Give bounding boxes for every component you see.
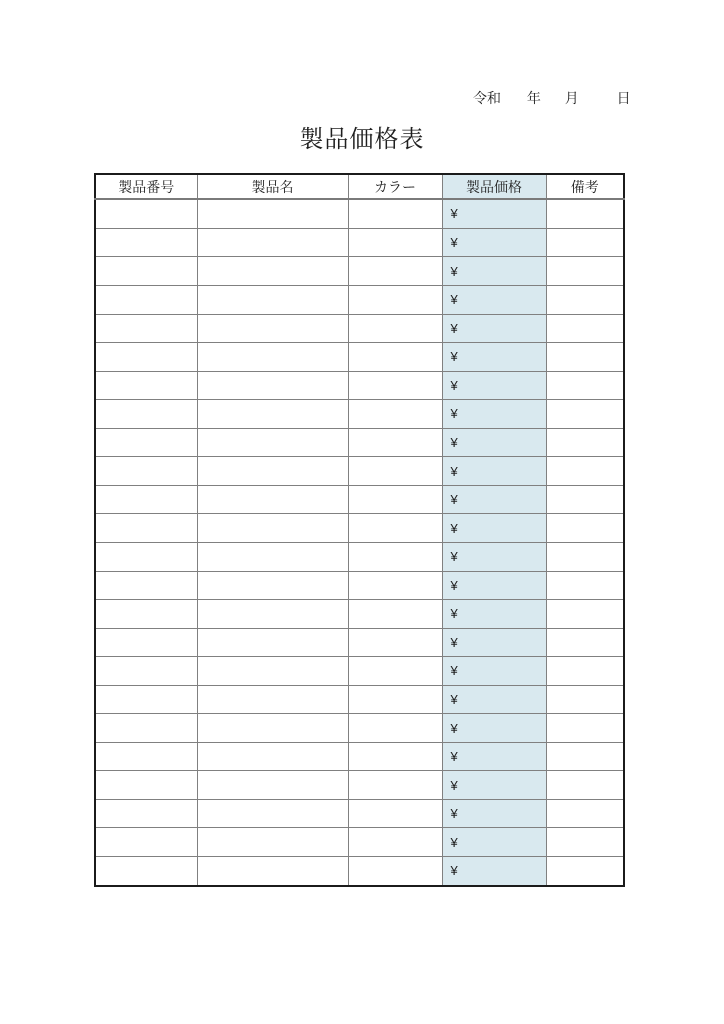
cell-remarks (546, 343, 624, 372)
cell-price: ¥ (442, 771, 546, 800)
cell-product-name (197, 628, 348, 657)
cell-color (348, 799, 442, 828)
cell-price: ¥ (442, 714, 546, 743)
cell-product-name (197, 571, 348, 600)
cell-product-name (197, 314, 348, 343)
cell-color (348, 228, 442, 257)
date-day-label: 日 (616, 90, 631, 106)
cell-color (348, 371, 442, 400)
cell-remarks (546, 428, 624, 457)
cell-product-name (197, 457, 348, 486)
table-row (95, 714, 624, 743)
cell-product-name (197, 257, 348, 286)
cell-product-name (197, 343, 348, 372)
cell-remarks (546, 685, 624, 714)
cell-remarks (546, 371, 624, 400)
table-row (95, 257, 624, 286)
cell-product-name (197, 286, 348, 315)
cell-product-name (197, 600, 348, 629)
cell-product-name (197, 371, 348, 400)
cell-price: ¥ (442, 571, 546, 600)
cell-product-name (197, 514, 348, 543)
cell-remarks (546, 228, 624, 257)
cell-product-number (95, 457, 197, 486)
price-table-body (95, 199, 624, 886)
cell-product-number (95, 199, 197, 228)
cell-price: ¥ (442, 828, 546, 857)
cell-product-number (95, 257, 197, 286)
cell-price: ¥ (442, 371, 546, 400)
table-row (95, 400, 624, 429)
cell-price: ¥ (442, 628, 546, 657)
cell-product-number (95, 685, 197, 714)
cell-color (348, 257, 442, 286)
cell-product-name (197, 657, 348, 686)
cell-color (348, 571, 442, 600)
cell-price: ¥ (442, 428, 546, 457)
cell-color (348, 343, 442, 372)
table-row (95, 799, 624, 828)
cell-color (348, 485, 442, 514)
table-row (95, 657, 624, 686)
table-row (95, 542, 624, 571)
cell-price: ¥ (442, 856, 546, 886)
cell-remarks (546, 400, 624, 429)
cell-product-number (95, 286, 197, 315)
cell-remarks (546, 314, 624, 343)
cell-product-number (95, 485, 197, 514)
cell-price: ¥ (442, 657, 546, 686)
cell-remarks (546, 485, 624, 514)
cell-remarks (546, 828, 624, 857)
cell-product-number (95, 371, 197, 400)
cell-product-number (95, 343, 197, 372)
cell-product-name (197, 856, 348, 886)
cell-price: ¥ (442, 400, 546, 429)
table-row (95, 228, 624, 257)
cell-remarks (546, 199, 624, 228)
cell-price: ¥ (442, 514, 546, 543)
cell-color (348, 514, 442, 543)
cell-price: ¥ (442, 485, 546, 514)
header-color: カラー (348, 174, 442, 199)
cell-product-name (197, 799, 348, 828)
header-row (95, 174, 624, 199)
table-row (95, 199, 624, 228)
cell-product-name (197, 228, 348, 257)
cell-color (348, 685, 442, 714)
cell-price: ¥ (442, 228, 546, 257)
table-row (95, 343, 624, 372)
table-row (95, 600, 624, 629)
cell-color (348, 628, 442, 657)
cell-remarks (546, 856, 624, 886)
cell-product-number (95, 828, 197, 857)
cell-product-number (95, 628, 197, 657)
cell-product-number (95, 856, 197, 886)
cell-remarks (546, 286, 624, 315)
cell-product-number (95, 799, 197, 828)
cell-remarks (546, 457, 624, 486)
cell-price: ¥ (442, 457, 546, 486)
cell-remarks (546, 714, 624, 743)
cell-remarks (546, 657, 624, 686)
table-row (95, 485, 624, 514)
cell-product-name (197, 428, 348, 457)
header-remarks: 備考 (546, 174, 624, 199)
cell-product-number (95, 542, 197, 571)
cell-product-name (197, 542, 348, 571)
cell-price: ¥ (442, 257, 546, 286)
cell-product-name (197, 199, 348, 228)
cell-remarks (546, 571, 624, 600)
cell-price: ¥ (442, 199, 546, 228)
cell-price: ¥ (442, 343, 546, 372)
header-product-name: 製品名 (197, 174, 348, 199)
cell-remarks (546, 542, 624, 571)
cell-color (348, 600, 442, 629)
cell-color (348, 428, 442, 457)
cell-product-number (95, 657, 197, 686)
cell-color (348, 856, 442, 886)
cell-product-number (95, 714, 197, 743)
date-month-label: 月 (564, 90, 579, 106)
cell-product-number (95, 514, 197, 543)
table-row (95, 371, 624, 400)
cell-color (348, 828, 442, 857)
cell-product-number (95, 571, 197, 600)
table-row (95, 685, 624, 714)
cell-remarks (546, 799, 624, 828)
cell-product-name (197, 714, 348, 743)
page-title: 製品価格表 (299, 126, 425, 153)
cell-remarks (546, 771, 624, 800)
price-table (94, 173, 625, 887)
cell-price: ¥ (442, 742, 546, 771)
table-row (95, 571, 624, 600)
cell-remarks (546, 742, 624, 771)
cell-color (348, 714, 442, 743)
table-row (95, 514, 624, 543)
cell-product-name (197, 685, 348, 714)
table-row (95, 428, 624, 457)
cell-price: ¥ (442, 286, 546, 315)
cell-product-name (197, 742, 348, 771)
table-row (95, 286, 624, 315)
cell-remarks (546, 628, 624, 657)
cell-price: ¥ (442, 799, 546, 828)
table-row (95, 314, 624, 343)
cell-color (348, 400, 442, 429)
cell-product-number (95, 400, 197, 429)
cell-color (348, 771, 442, 800)
price-table-header (95, 174, 624, 199)
cell-product-number (95, 314, 197, 343)
cell-product-name (197, 400, 348, 429)
cell-color (348, 742, 442, 771)
cell-price: ¥ (442, 600, 546, 629)
cell-color (348, 199, 442, 228)
cell-product-name (197, 485, 348, 514)
cell-product-number (95, 228, 197, 257)
cell-price: ¥ (442, 314, 546, 343)
date-line (473, 88, 631, 108)
cell-color (348, 314, 442, 343)
date-year-label: 年 (526, 90, 541, 106)
table-row (95, 628, 624, 657)
header-product-number: 製品番号 (95, 174, 197, 199)
header-product-price: 製品価格 (442, 174, 546, 199)
cell-price: ¥ (442, 685, 546, 714)
cell-product-number (95, 742, 197, 771)
table-row (95, 856, 624, 886)
date-era-label: 令和 (473, 90, 501, 106)
table-row (95, 457, 624, 486)
table-row (95, 771, 624, 800)
cell-product-number (95, 600, 197, 629)
cell-product-name (197, 771, 348, 800)
cell-remarks (546, 257, 624, 286)
cell-color (348, 657, 442, 686)
table-row (95, 828, 624, 857)
cell-product-number (95, 771, 197, 800)
cell-color (348, 286, 442, 315)
cell-remarks (546, 514, 624, 543)
cell-color (348, 542, 442, 571)
cell-product-name (197, 828, 348, 857)
cell-price: ¥ (442, 542, 546, 571)
cell-remarks (546, 600, 624, 629)
cell-color (348, 457, 442, 486)
cell-product-number (95, 428, 197, 457)
table-row (95, 742, 624, 771)
